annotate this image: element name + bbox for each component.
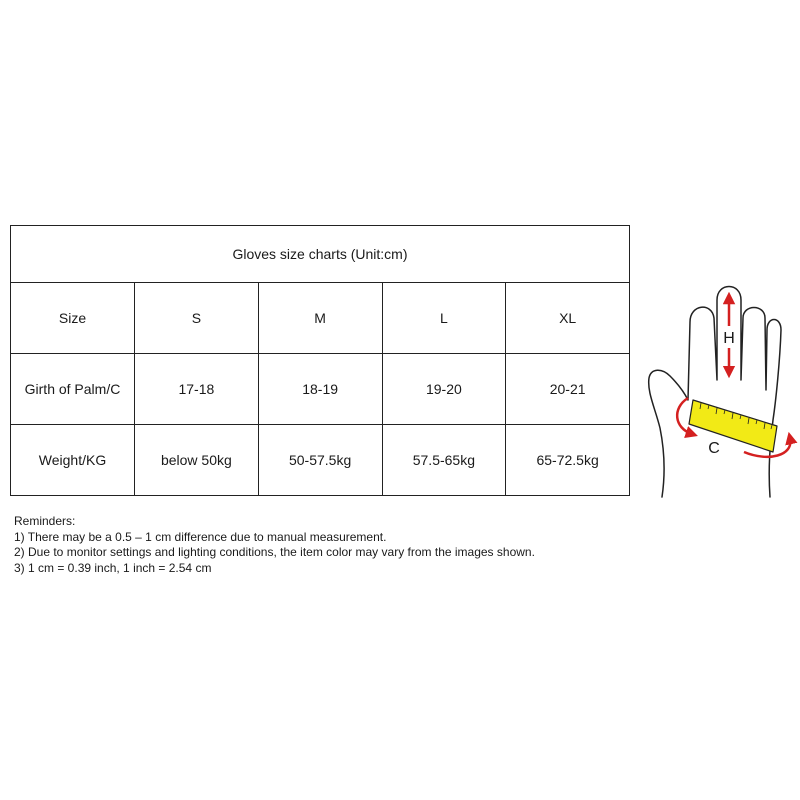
header-cell-m: M [258, 283, 382, 354]
hand-outline [649, 287, 781, 498]
table-cell: below 50kg [135, 425, 259, 496]
header-cell-xl: XL [506, 283, 630, 354]
row-label-palm: Girth of Palm/C [11, 354, 135, 425]
size-chart-table [10, 225, 630, 496]
table-title: Gloves size charts (Unit:cm) [11, 226, 630, 283]
reminder-item: 3) 1 cm = 0.39 inch, 1 inch = 2.54 cm [14, 560, 212, 575]
table-cell: 20-21 [506, 354, 630, 425]
table-title-row [11, 226, 630, 283]
table-cell: 18-19 [258, 354, 382, 425]
reminder-item: 2) Due to monitor settings and lighting conditions, the item color may vary from the images shown. [14, 545, 535, 559]
reminders-block [14, 514, 634, 576]
table-header-row [11, 283, 630, 354]
reminders-title: Reminders: [14, 514, 76, 528]
header-cell-l: L [382, 283, 506, 354]
header-cell-size: Size [11, 283, 135, 354]
measuring-tape [689, 400, 777, 452]
hand-measurement-diagram [640, 282, 800, 500]
header-cell-s: S [135, 283, 259, 354]
circumference-label: C [708, 440, 720, 457]
table-cell: 65-72.5kg [506, 425, 630, 496]
reminder-item: 1) There may be a 0.5 – 1 cm difference due to manual measurement. [14, 529, 387, 544]
table-cell: 57.5-65kg [382, 425, 506, 496]
table-cell: 19-20 [382, 354, 506, 425]
table-cell: 17-18 [135, 354, 259, 425]
height-label: H [723, 330, 735, 347]
row-label-weight: Weight/KG [11, 425, 135, 496]
table-row [11, 425, 630, 496]
table-cell: 50-57.5kg [258, 425, 382, 496]
table-row [11, 354, 630, 425]
